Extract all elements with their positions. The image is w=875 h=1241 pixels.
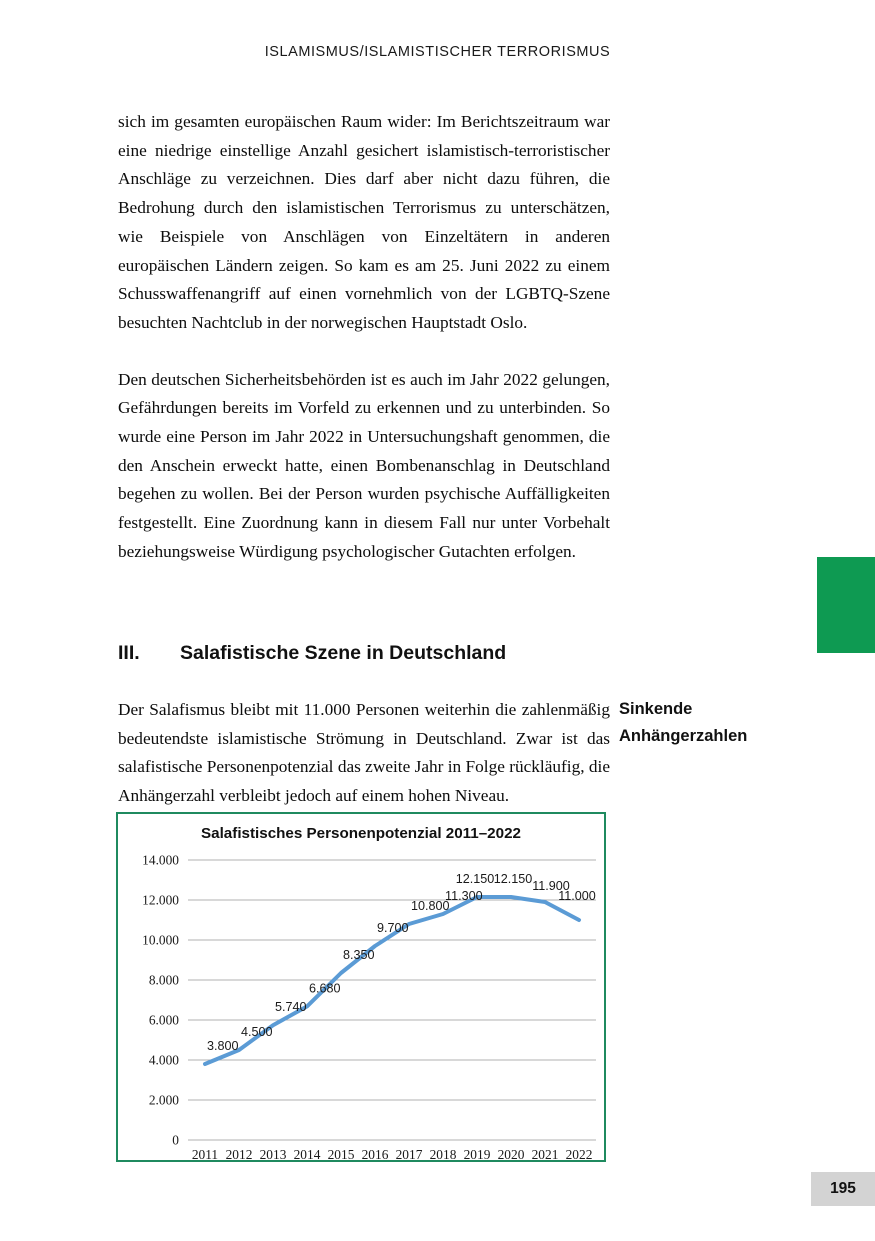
x-axis-tick-label: 2015 xyxy=(327,1147,355,1160)
y-axis-tick-label: 4.000 xyxy=(148,1052,179,1068)
data-point-label: 10.800 xyxy=(411,899,450,913)
data-point-label: 8.350 xyxy=(343,948,375,962)
chart-plot xyxy=(118,814,604,1160)
section-title: Salafistische Szene in Deutschland xyxy=(180,642,507,664)
margin-note xyxy=(619,696,809,749)
x-axis-tick-label: 2012 xyxy=(225,1147,253,1160)
x-axis-tick-label: 2013 xyxy=(259,1147,287,1160)
data-point-label: 12.150 xyxy=(455,872,495,886)
data-point-label: 11.000 xyxy=(558,889,596,903)
body-text-column xyxy=(118,108,610,567)
margin-note-line-1: Sinkende xyxy=(619,700,693,718)
intro-paragraph-block xyxy=(118,696,610,811)
y-axis-tick-label: 0 xyxy=(172,1132,179,1148)
page-number: 195 xyxy=(811,1172,875,1206)
margin-note-line-2: Anhängerzahlen xyxy=(619,726,748,745)
data-point-label: 11.300 xyxy=(445,889,483,903)
x-axis-tick-label: 2020 xyxy=(497,1147,525,1160)
x-axis-tick-label: 2019 xyxy=(463,1147,491,1160)
chapter-margin-tab xyxy=(817,557,875,653)
data-point-label: 3.800 xyxy=(207,1039,239,1053)
section-heading xyxy=(118,642,618,665)
x-axis-tick-label: 2017 xyxy=(395,1147,423,1160)
data-point-label: 9.700 xyxy=(377,921,409,935)
data-point-label: 11.900 xyxy=(532,879,570,893)
y-axis-tick-label: 10.000 xyxy=(142,932,179,948)
x-axis-tick-label: 2022 xyxy=(565,1147,593,1160)
body-paragraph-3: Der Salafismus bleibt mit 11.000 Personen weiterhin die zahlenmäßig bedeutendste islamistische Strömung in Deutschland. Zwar ist das salafistische Personenpotenzial das zweite Jahr in Folge rückläufig, die Anhängerzahl verbleibt jedoch auf einem hohen Niveau. xyxy=(118,700,610,806)
y-axis-tick-label: 6.000 xyxy=(148,1012,179,1028)
x-axis-tick-label: 2018 xyxy=(429,1147,457,1160)
y-axis-tick-label: 2.000 xyxy=(148,1092,179,1108)
data-point-label: 5.740 xyxy=(275,1000,307,1015)
chart-container xyxy=(116,812,606,1162)
y-axis-tick-label: 8.000 xyxy=(148,972,179,988)
x-axis-tick-label: 2014 xyxy=(293,1147,321,1160)
data-point-label: 12.150 xyxy=(493,872,533,886)
data-point-label: 6.680 xyxy=(309,981,341,996)
x-axis-tick-label: 2016 xyxy=(361,1147,389,1160)
running-head: ISLAMISMUS/ISLAMISTISCHER TERRORISMUS xyxy=(264,44,611,60)
body-paragraph-1: sich im gesamten europäischen Raum wider: Im Berichtszeitraum war eine niedrige einstellige Anzahl gesichert islamistisch-terroristischer Anschläge zu verzeichnen. Dies darf aber nicht dazu führen, die Bedrohung durch den islamistischen Terrorismus zu unterschätzen, wie Beispiele von Anschlägen von Einzeltätern in anderen europäischen Ländern zeigen. So kam es am 25. Juni 2022 zu einem Schusswaffenangriff auf einen vornehmlich von der LGBTQ-Szene besuchten Nachtclub in der norwegischen Hauptstadt Oslo. xyxy=(118,112,610,332)
chart-title: Salafistisches Personenpotenzial 2011–2022 xyxy=(201,825,521,842)
y-axis-tick-label: 14.000 xyxy=(142,852,179,868)
section-number: III. xyxy=(118,642,140,664)
x-axis-tick-label: 2011 xyxy=(191,1147,219,1160)
body-paragraph-2: Den deutschen Sicherheitsbehörden ist es auch im Jahr 2022 gelungen, Gefährdungen bereits im Vorfeld zu erkennen und zu unterbinden. So wurde eine Person im Jahr 2022 in Untersuchungshaft genommen, die den Anschein erweckt hatte, einen Bombenanschlag in Deutschland begehen zu wollen. Bei der Person wurden psychische Auffälligkeiten festgestellt. Eine Zuordnung kann in diesem Fall nur unter Vorbehalt beziehungsweise Würdigung psychologischer Gutachten erfolgen. xyxy=(118,369,610,561)
y-axis-tick-label: 12.000 xyxy=(142,892,179,908)
data-point-label: 4.500 xyxy=(241,1025,273,1039)
x-axis-tick-label: 2021 xyxy=(531,1147,559,1160)
